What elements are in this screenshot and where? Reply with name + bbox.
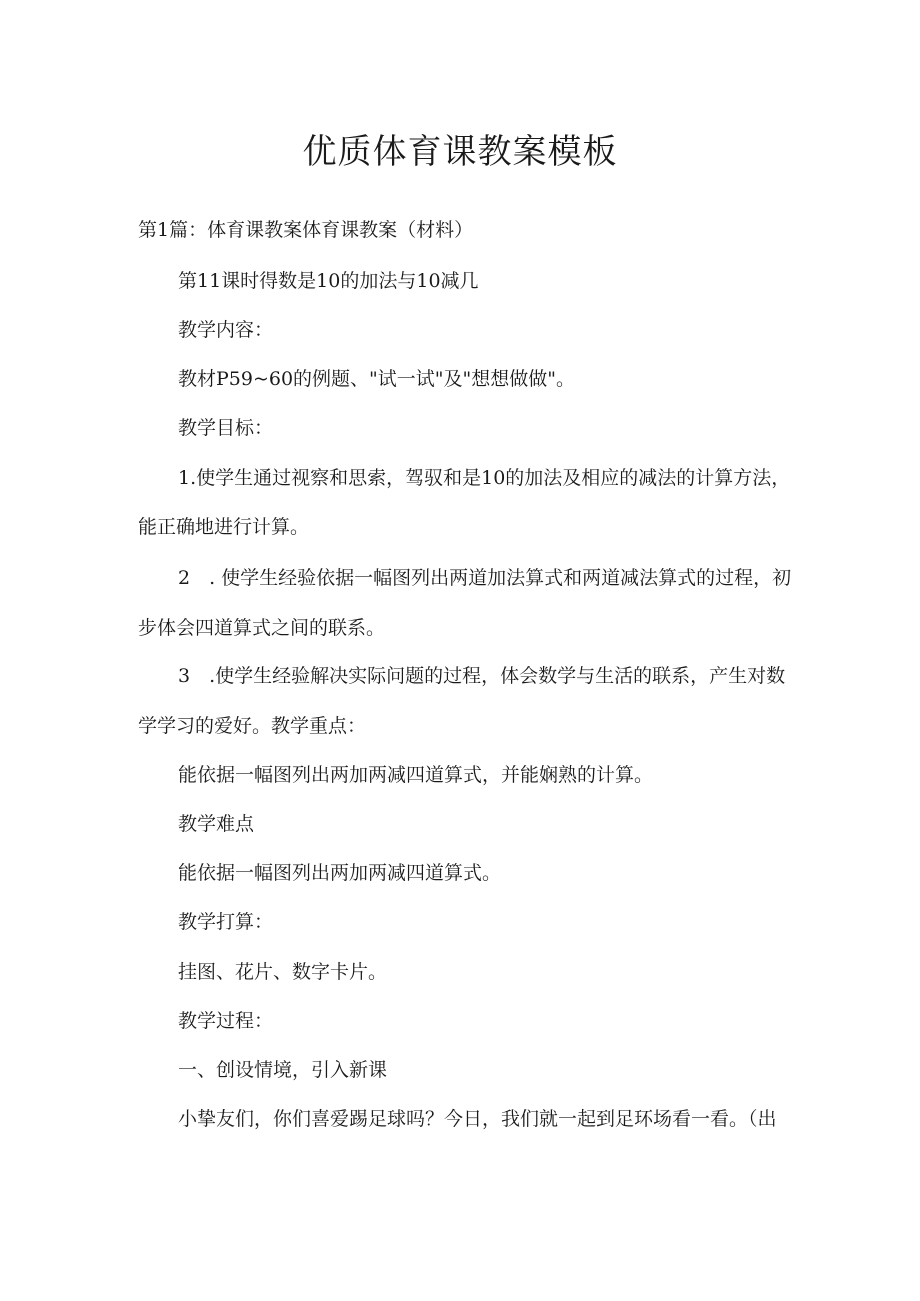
preparation-text: 挂图、花片、数字卡片。	[178, 961, 388, 983]
teaching-content-label: 教学内容：	[178, 319, 274, 341]
process-label: 教学过程：	[178, 1010, 274, 1032]
difficulty-label: 教学难点	[178, 813, 255, 835]
preparation-label: 教学打算：	[178, 911, 274, 933]
section-heading: 第1篇：体育课教案体育课教案（材料）	[138, 219, 474, 241]
document-title: 优质体育课教案模板	[302, 132, 618, 172]
lesson-title: 第11课时得数是10的加法与10减几	[178, 270, 479, 292]
step-1-title: 一、创设情境，引入新课	[178, 1059, 388, 1081]
goal-3-line-1: 3 .使学生经验解决实际问题的过程，体会数学与生活的联系，产生对数	[178, 665, 786, 687]
key-point-text: 能依据一幅图列出两加两减四道算式，并能娴熟的计算。	[178, 764, 654, 786]
teaching-content-text: 教材P59~60的例题、"试一试"及"想想做做"。	[178, 368, 576, 390]
goal-2-line-2: 步体会四道算式之间的联系。	[138, 617, 386, 639]
teaching-goals-label: 教学目标：	[178, 417, 274, 439]
goal-3-line-2: 学学习的爱好。教学重点：	[138, 715, 367, 737]
difficulty-text: 能依据一幅图列出两加两减四道算式。	[178, 862, 502, 884]
goal-1-line-2: 能正确地进行计算。	[138, 516, 310, 538]
step-1-text: 小挚友们，你们喜爱踢足球吗？今日，我们就一起到足环场看一看。（出	[178, 1108, 777, 1130]
goal-1-line-1: 1.使学生通过视察和思索，驾驭和是10的加法及相应的减法的计算方法，	[178, 467, 791, 489]
goal-2-line-1: 2 . 使学生经验依据一幅图列出两道加法算式和两道减法算式的过程，初	[178, 567, 792, 589]
